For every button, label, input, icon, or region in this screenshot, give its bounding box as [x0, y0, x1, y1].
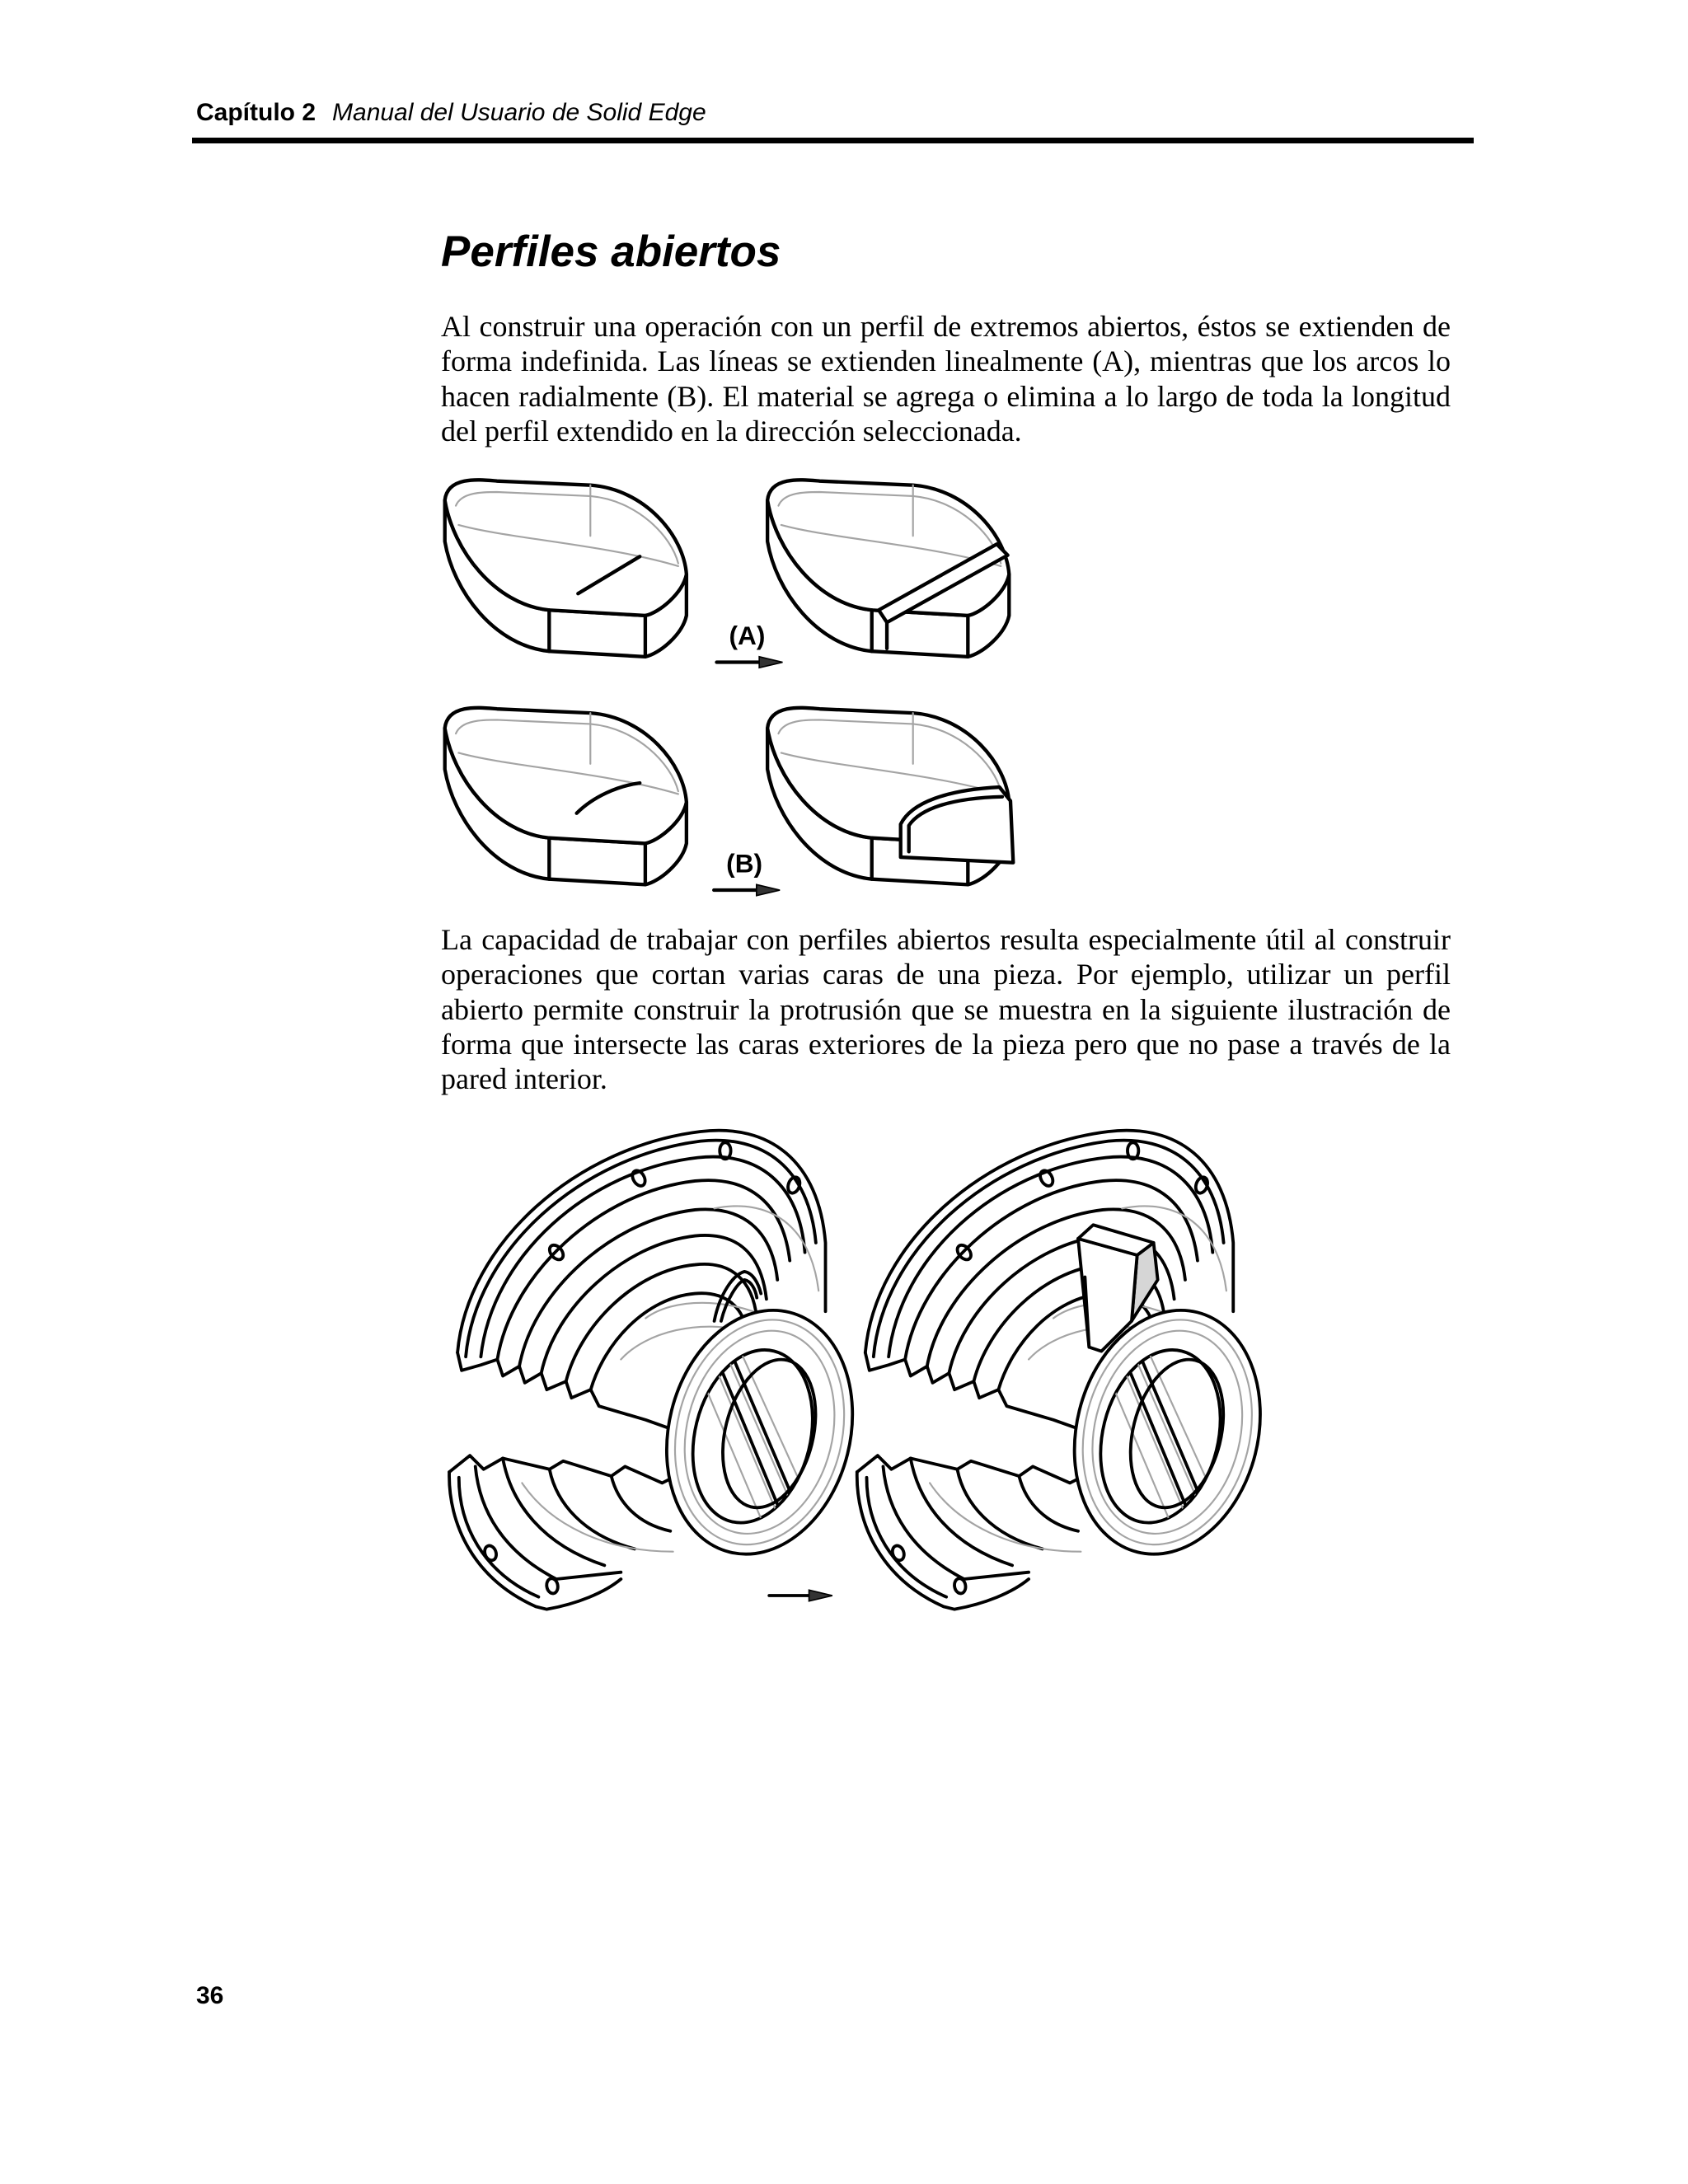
- paragraph-line: La capacidad de trabajar con perfiles abiertos resulta especialmente útil al construir: [441, 923, 1451, 956]
- figure-flange-protrusion: [439, 1119, 1278, 1620]
- paragraph-line: forma indefinida. Las líneas se extienden linealmente (A), mientras que los arcos lo: [441, 344, 1451, 378]
- label-b: (B): [726, 848, 763, 879]
- header-rule: [192, 138, 1474, 143]
- section-title: Perfiles abiertos: [441, 227, 781, 276]
- paragraph-line: Al construir una operación con un perfil de extremos abiertos, éstos se extienden de: [441, 310, 1451, 343]
- paragraph-line: forma que intersecte las caras exteriores de la pieza pero que no pase a través de la: [441, 1027, 1451, 1061]
- label-a: (A): [729, 620, 766, 650]
- manual-title: Manual del Usuario de Solid Edge: [332, 99, 706, 126]
- figure-open-profile-extension: [439, 467, 1043, 907]
- running-header: [196, 101, 706, 125]
- paragraph-open-profiles-usage: [441, 922, 1451, 1096]
- direction-arrow: [769, 1590, 832, 1601]
- solid-arc-profile-before: [445, 708, 687, 885]
- chapter-label: Capítulo 2: [196, 99, 316, 126]
- paragraph-line: operaciones que cortan varias caras de una pieza. Por ejemplo, utilizar un perfil: [441, 958, 1451, 991]
- paragraph-line: pared interior.: [441, 1062, 607, 1096]
- paragraph-open-profiles-intro: [441, 309, 1451, 448]
- paragraph-line: abierto permite construir la protrusión que se muestra en la siguiente ilustración de: [441, 992, 1451, 1026]
- flange-after-protrusion: [857, 1131, 1285, 1610]
- paragraph-line: del perfil extendido en la dirección seleccionada.: [441, 414, 1022, 448]
- page-number: 36: [196, 1982, 224, 2009]
- flange-before-protrusion: [449, 1131, 877, 1610]
- solid-line-profile-before: [445, 480, 687, 657]
- paragraph-line: hacen radialmente (B). El material se agrega o elimina a lo largo de toda la longitud: [441, 379, 1451, 413]
- direction-arrow-a: [717, 657, 783, 668]
- direction-arrow-b: [714, 884, 780, 895]
